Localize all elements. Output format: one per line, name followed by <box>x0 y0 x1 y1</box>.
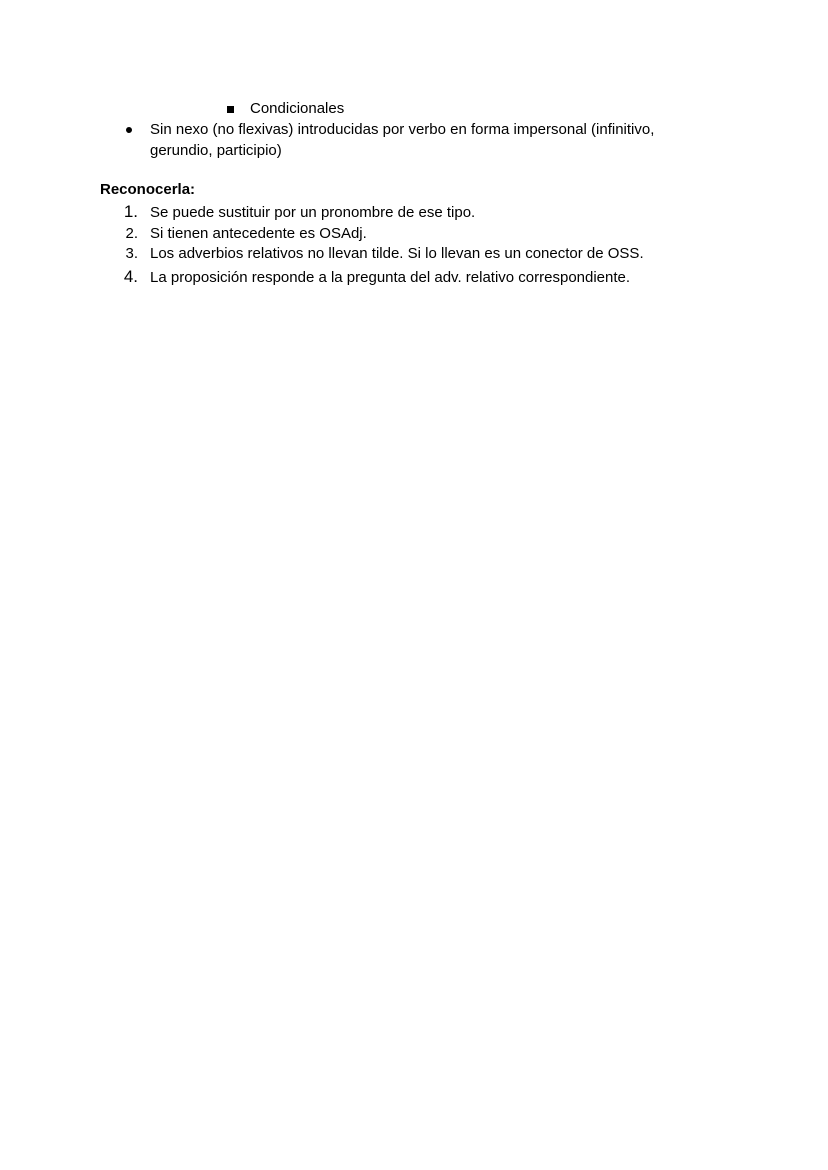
list-item-4: La proposición responde a la pregunta del adv. relativo correspondiente. <box>150 269 631 286</box>
list-number-3: 3. <box>125 245 138 262</box>
list-number-1: 1. <box>123 202 138 221</box>
sublist-item-condicionales: Condicionales <box>250 100 345 117</box>
disc-bullet-icon <box>126 127 132 133</box>
bullet-item-line-2: gerundio, participio) <box>150 142 282 159</box>
list-number-2: 2. <box>125 225 138 242</box>
list-item-1: Se puede sustituir por un pronombre de ese tipo. <box>150 204 476 221</box>
list-item-2: Si tienen antecedente es OSAdj. <box>150 225 367 242</box>
list-item-3: Los adverbios relativos no llevan tilde. Si lo llevan es un conector de OSS. <box>150 245 644 262</box>
list-number-4: 4. <box>123 267 138 286</box>
section-heading: Reconocerla: <box>100 181 196 198</box>
bullet-item-line-1: Sin nexo (no flexivas) introducidas por verbo en forma impersonal (infinitivo, <box>150 121 655 138</box>
square-bullet-icon <box>227 106 234 113</box>
